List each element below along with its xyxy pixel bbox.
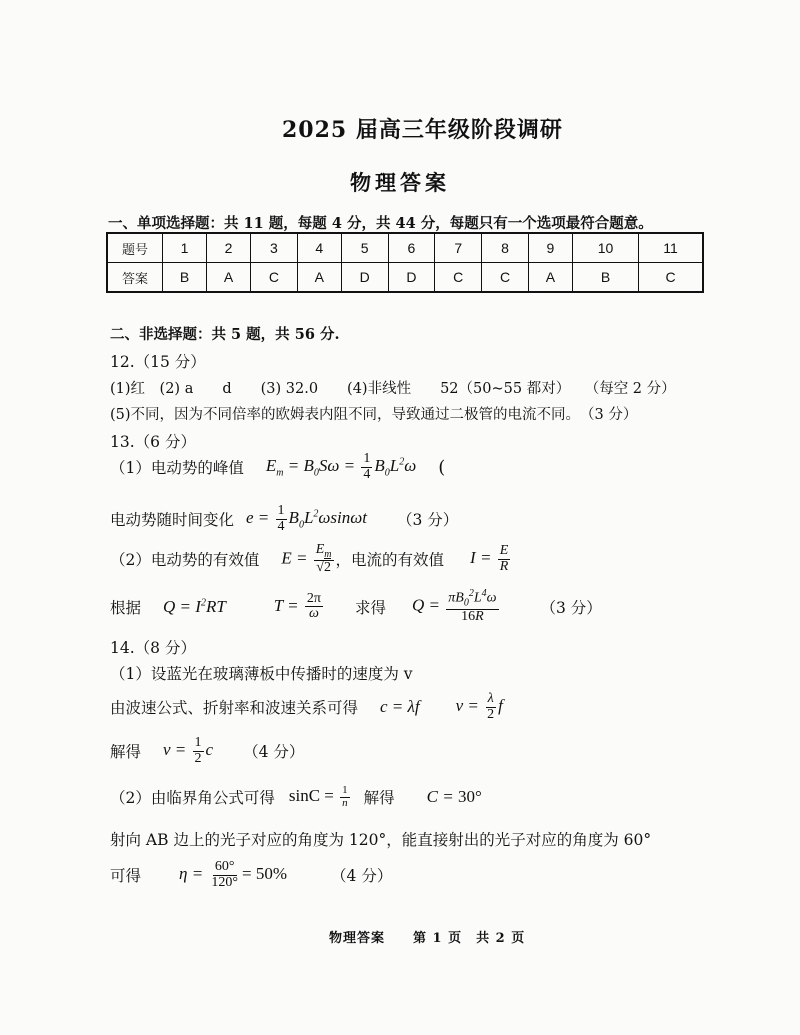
fraction: $\frac{\lambda}{2}$ [487, 691, 495, 722]
heat-result-formula: Q = $\frac{\pi B_0^2L^4\omega}{16R}$ [412, 588, 497, 624]
wave-speed-formula: c = λf [380, 697, 420, 717]
section-2-heading: 二、非选择题：共 5 题，共 56 分. [110, 326, 340, 343]
table-cell: A [297, 263, 341, 293]
table-cell: B [163, 263, 207, 293]
heat-formula: $Q = I^2RT$ [163, 596, 226, 616]
table-cell: 3 [251, 233, 298, 263]
page-subtitle: 物理答案 [350, 170, 450, 195]
q13-pen-mark: ( [438, 456, 446, 478]
rms-emf-formula: E = $\frac{E_m}{√2}$ [281, 542, 332, 576]
fraction: $\frac{E_m}{√2}$ [315, 542, 332, 576]
table-cell: 8 [482, 233, 529, 263]
q13-p2-mid: ，电流的有效值 [335, 551, 445, 570]
table-cell: 5 [341, 233, 388, 263]
section-1-heading: 一、单项选择题：共 11 题，每题 4 分，共 44 分，每题只有一个选项最符合题意。 [108, 215, 653, 232]
critical-angle-formula: sinC = $\frac{1}{n}$ [288, 784, 348, 809]
q13-p2-label: （2）电动势的有效值 [110, 551, 260, 570]
q13-p1b-label: 电动势随时间变化 [110, 511, 235, 530]
q14-p6-score: （4 分） [331, 867, 393, 886]
ratio-formula: η = $\frac{60^\circ}{120^\circ}$ = 50% [179, 859, 288, 890]
q13-p3-score: （3 分） [540, 598, 602, 617]
fraction: $\frac{1}{n}$ [342, 784, 348, 809]
q14-p3-label: 解得 [110, 743, 142, 762]
answer-table [106, 232, 704, 293]
q13-part2 [110, 543, 512, 576]
q14-part6 [110, 860, 392, 890]
row-label-answer: 答案 [107, 263, 163, 293]
page-title: 2025 届高三年级阶段调研 [282, 117, 563, 143]
table-cell: 7 [435, 233, 482, 263]
table-cell: C [639, 263, 703, 293]
speed-result-formula: v = $\frac{1}{2}$ c [163, 735, 214, 766]
q13-p3-label: 根据 [110, 598, 142, 617]
table-cell: 11 [639, 233, 703, 263]
q12-title: 12.（15 分） [110, 353, 206, 371]
fraction: $\frac{60^\circ}{120^\circ}$ [211, 859, 239, 890]
q13-p3-mid: 求得 [354, 598, 386, 617]
q14-part2 [110, 692, 503, 722]
q14-p4-mid: 解得 [363, 789, 395, 808]
q14-p3-score: （4 分） [243, 743, 305, 762]
table-cell: D [388, 263, 435, 293]
q13-p1-label: （1）电动势的峰值 [110, 459, 244, 478]
q14-title: 14.（8 分） [110, 639, 196, 657]
critical-angle-result: C = 30° [426, 787, 482, 807]
q12-line-1: (1)红 (2) a d (3) 32.0 (4)非线性 52（50~55 都对） （每空 2 分） [110, 381, 676, 397]
table-cell: A [528, 263, 572, 293]
q14-p2-label: 由波速公式、折射率和波速关系可得 [110, 699, 359, 718]
emf-time-formula: e = $\frac{1}{4}$ $B_0L^2\omega\sin\omega t$ [246, 503, 367, 534]
q12-line-2: (5)不同，因为不同倍率的欧姆表内阻不同，导致通过二极管的电流不同。 （3 分） [110, 407, 638, 423]
fraction: $\frac{1}{4}$ [277, 503, 285, 534]
q13-part3 [110, 589, 602, 625]
q14-p1: （1）设蓝光在玻璃薄板中传播时的速度为 v [110, 665, 413, 683]
q14-p6-label: 可得 [110, 867, 142, 886]
fraction: $\frac{2\pi}{\omega}$ [306, 590, 321, 622]
table-cell: B [572, 263, 638, 293]
table-cell: 6 [388, 233, 435, 263]
q14-part3 [110, 736, 304, 766]
table-cell: 9 [528, 233, 572, 263]
table-cell: 10 [572, 233, 638, 263]
q13-p1b-score: （3 分） [396, 511, 459, 530]
q14-part4 [110, 785, 482, 809]
q13-part1 [110, 452, 445, 482]
speed-formula: v = $\frac{\lambda}{2}$ f [455, 691, 503, 722]
fraction: $\frac{1}{2}$ [194, 735, 202, 766]
table-row-questions [107, 233, 703, 263]
table-cell: D [341, 263, 388, 293]
q13-part1b [110, 504, 458, 534]
table-row-answers [107, 263, 703, 293]
q13-title: 13.（6 分） [110, 433, 196, 451]
table-cell: C [482, 263, 529, 293]
table-cell: C [251, 263, 298, 293]
fraction: $\frac{E}{R}$ [499, 543, 509, 574]
peak-emf-formula: $E_m = B_0S\omega$ = $\frac{1}{4}$ $B_0L^2\omega$ [265, 451, 417, 482]
table-cell: C [435, 263, 482, 293]
table-cell: 2 [207, 233, 251, 263]
row-label-question: 题号 [107, 233, 163, 263]
period-formula: T = $\frac{2\pi}{\omega}$ [273, 590, 321, 622]
q14-p5: 射向 AB 边上的光子对应的角度为 120°，能直接射出的光子对应的角度为 60° [110, 831, 652, 849]
q14-p4-label: （2）由临界角公式可得 [110, 789, 275, 808]
rms-current-formula: I = $\frac{E}{R}$ [470, 543, 509, 574]
page-footer: 物理答案 第 1 页 共 2 页 [329, 931, 526, 946]
table-cell: 4 [297, 233, 341, 263]
table-cell: A [207, 263, 251, 293]
fraction: $\frac{1}{4}$ [363, 451, 371, 482]
table-cell: 1 [163, 233, 207, 263]
fraction: $\frac{\pi B_0^2L^4\omega}{16R}$ [448, 588, 497, 624]
